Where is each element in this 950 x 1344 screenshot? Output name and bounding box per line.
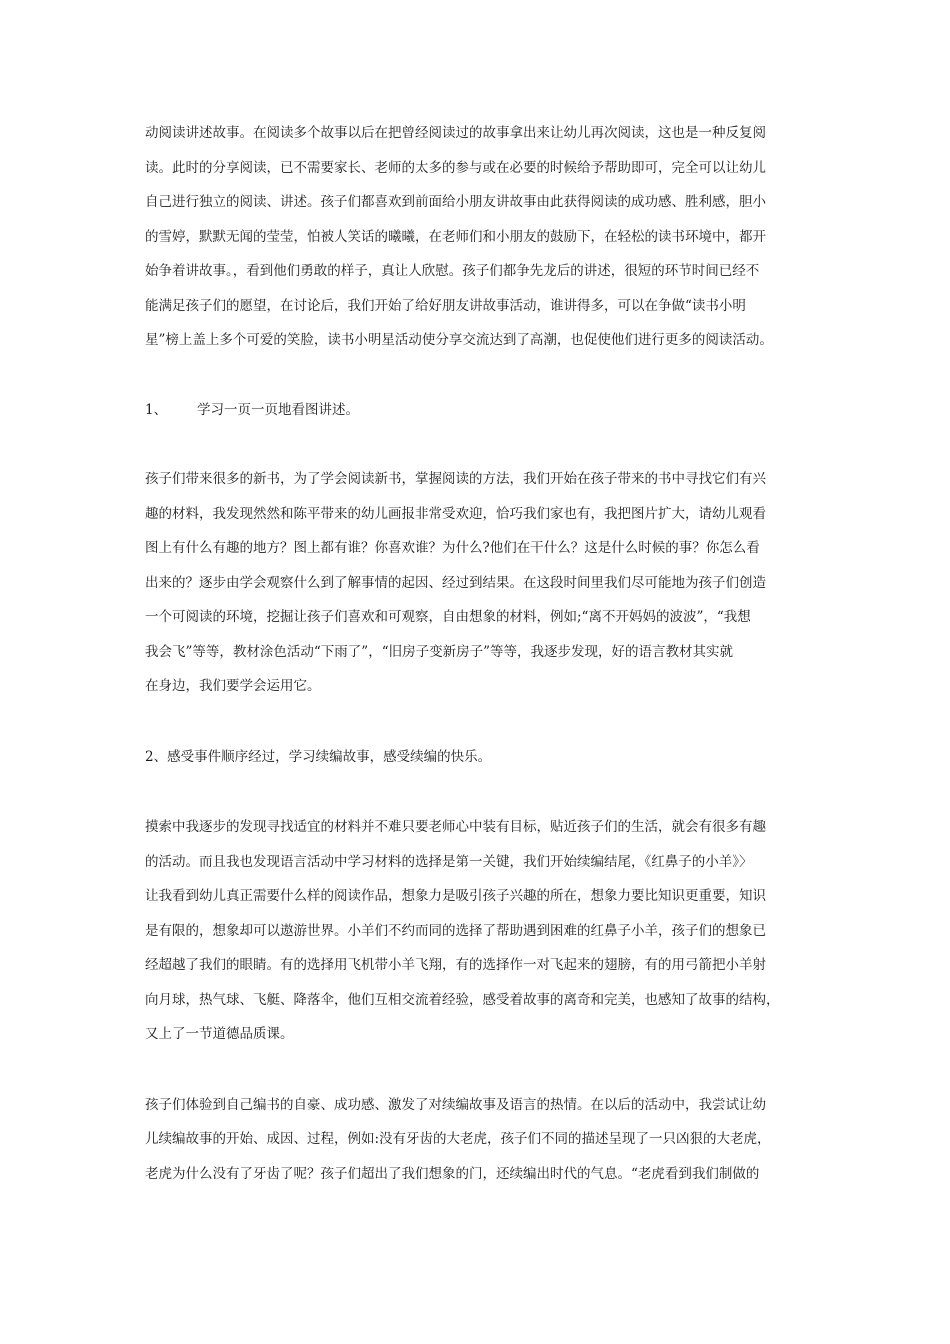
paragraph-spacer [145, 427, 810, 462]
text-line: 我会飞”等等，教材涂色活动“下雨了”，“旧房子变新房子”等等，我逐步发现，好的语言教材其实就 [145, 643, 734, 660]
section-heading-1 [145, 393, 810, 428]
text-line: 是有限的，想象却可以遨游世界。小羊们不约而同的选择了帮助遇到困难的红鼻子小羊，孩子们的想象已 [145, 922, 766, 939]
heading-number: 1、 [145, 401, 168, 418]
text-line: 的雪婷，默默无闻的莹莹，怕被人笑话的曦曦，在老师们和小朋友的鼓励下，在轻松的读书环境中，都开 [145, 228, 766, 245]
paragraph-shared-reading [145, 116, 810, 358]
text-line: 摸索中我逐步的发现寻找适宜的材料并不难只要老师心中装有目标，贴近孩子们的生活，就会有很多有趣 [145, 819, 766, 835]
text-line: 出来的？逐步由学会观察什么到了解事情的起因、经过到结果。在这段时间里我们尽可能地为孩子们创造 [145, 574, 766, 591]
paragraph-book-making [145, 1088, 810, 1192]
text-line: 孩子们带来很多的新书，为了学会阅读新书，掌握阅读的方法，我们开始在孩子带来的书中寻找它们有兴 [145, 471, 766, 487]
text-line: 孩子们体验到自己编书的自豪、成功感、激发了对续编故事及语言的热情。在以后的活动中，我尝试让幼 [145, 1096, 766, 1113]
text-line: 经超越了我们的眼睛。有的选择用飞机带小羊飞翔，有的选择作一对飞起来的翅膀，有的用弓箭把小羊射 [145, 957, 766, 973]
text-line: 向月球，热气球、飞艇、降落伞，他们互相交流着经验，感受着故事的离奇和完美，也感知了故事的结构， [145, 991, 780, 1008]
paragraph-spacer [145, 704, 810, 740]
text-line: 在身边，我们要学会运用它。 [145, 678, 321, 694]
section-heading-2 [145, 740, 810, 775]
text-line: 始争着讲故事。，看到他们勇敢的样子，真让人欣慰。孩子们都争先龙后的讲述，很短的环节时间已经不 [145, 263, 760, 279]
text-line: 星”榜上盖上多个可爱的笑脸，读书小明星活动使分享交流达到了高潮，也促使他们进行更多的阅读活动。 [145, 332, 773, 348]
text-line: 老虎为什么没有了牙齿了呢？孩子们超出了我们想象的门，还续编出时代的气息。“老虎看到我们制做的 [145, 1165, 760, 1182]
text-line: 让我看到幼儿真正需要什么样的阅读作品，想象力是吸引孩子兴趣的所在，想象力要比知识更重要，知识 [145, 888, 766, 904]
document-body [145, 116, 810, 1191]
paragraph-picture-reading [145, 462, 810, 704]
text-line: 的活动。而且我也发现语言活动中学习材料的选择是第一关键，我们开始续编结尾，《红鼻子的小羊》〉 [145, 853, 753, 870]
heading-text: 学习一页一页地看图讲述。 [197, 401, 359, 418]
text-line: 又上了一节道德品质课。 [145, 1026, 294, 1042]
paragraph-spacer [145, 774, 810, 810]
text-line: 一个可阅读的环境，挖掘让孩子们喜欢和可观察，自由想象的材料，例如;“离不开妈妈的波波”，“我想 [145, 609, 751, 625]
heading-text: 2、感受事件顺序经过，学习续编故事，感受续编的快乐。 [145, 748, 492, 765]
text-line: 读。此时的分享阅读，已不需要家长、老师的太多的参与或在必要的时候给予帮助即可，完全可以让幼儿 [145, 159, 766, 176]
paragraph-story-continuation [145, 810, 810, 1052]
text-line: 儿续编故事的开始、成因、过程，例如:没有牙齿的大老虎，孩子们不同的描述呈现了一只凶狠的大老虎， [145, 1131, 771, 1147]
text-line: 动阅读讲述故事。在阅读多个故事以后在把曾经阅读过的故事拿出来让幼儿再次阅读，这也是一种反复阅 [145, 125, 766, 141]
text-line: 趣的材料，我发现然然和陈平带来的幼儿画报非常受欢迎，恰巧我们家也有，我把图片扩大，请幼儿观看 [145, 505, 766, 522]
paragraph-spacer [145, 358, 810, 393]
text-line: 自己进行独立的阅读、讲述。孩子们都喜欢到前面给小朋友讲故事由此获得阅读的成功感、胜利感，胆小 [145, 194, 766, 210]
text-line: 能满足孩子们的愿望，在讨论后，我们开始了给好朋友讲故事活动，谁讲得多，可以在争做“读书小明 [145, 297, 746, 314]
paragraph-spacer [145, 1052, 810, 1088]
text-line: 图上有什么有趣的地方？图上都有谁？你喜欢谁？为什么?他们在干什么？这是什么时候的事？你怎么看 [145, 540, 760, 556]
